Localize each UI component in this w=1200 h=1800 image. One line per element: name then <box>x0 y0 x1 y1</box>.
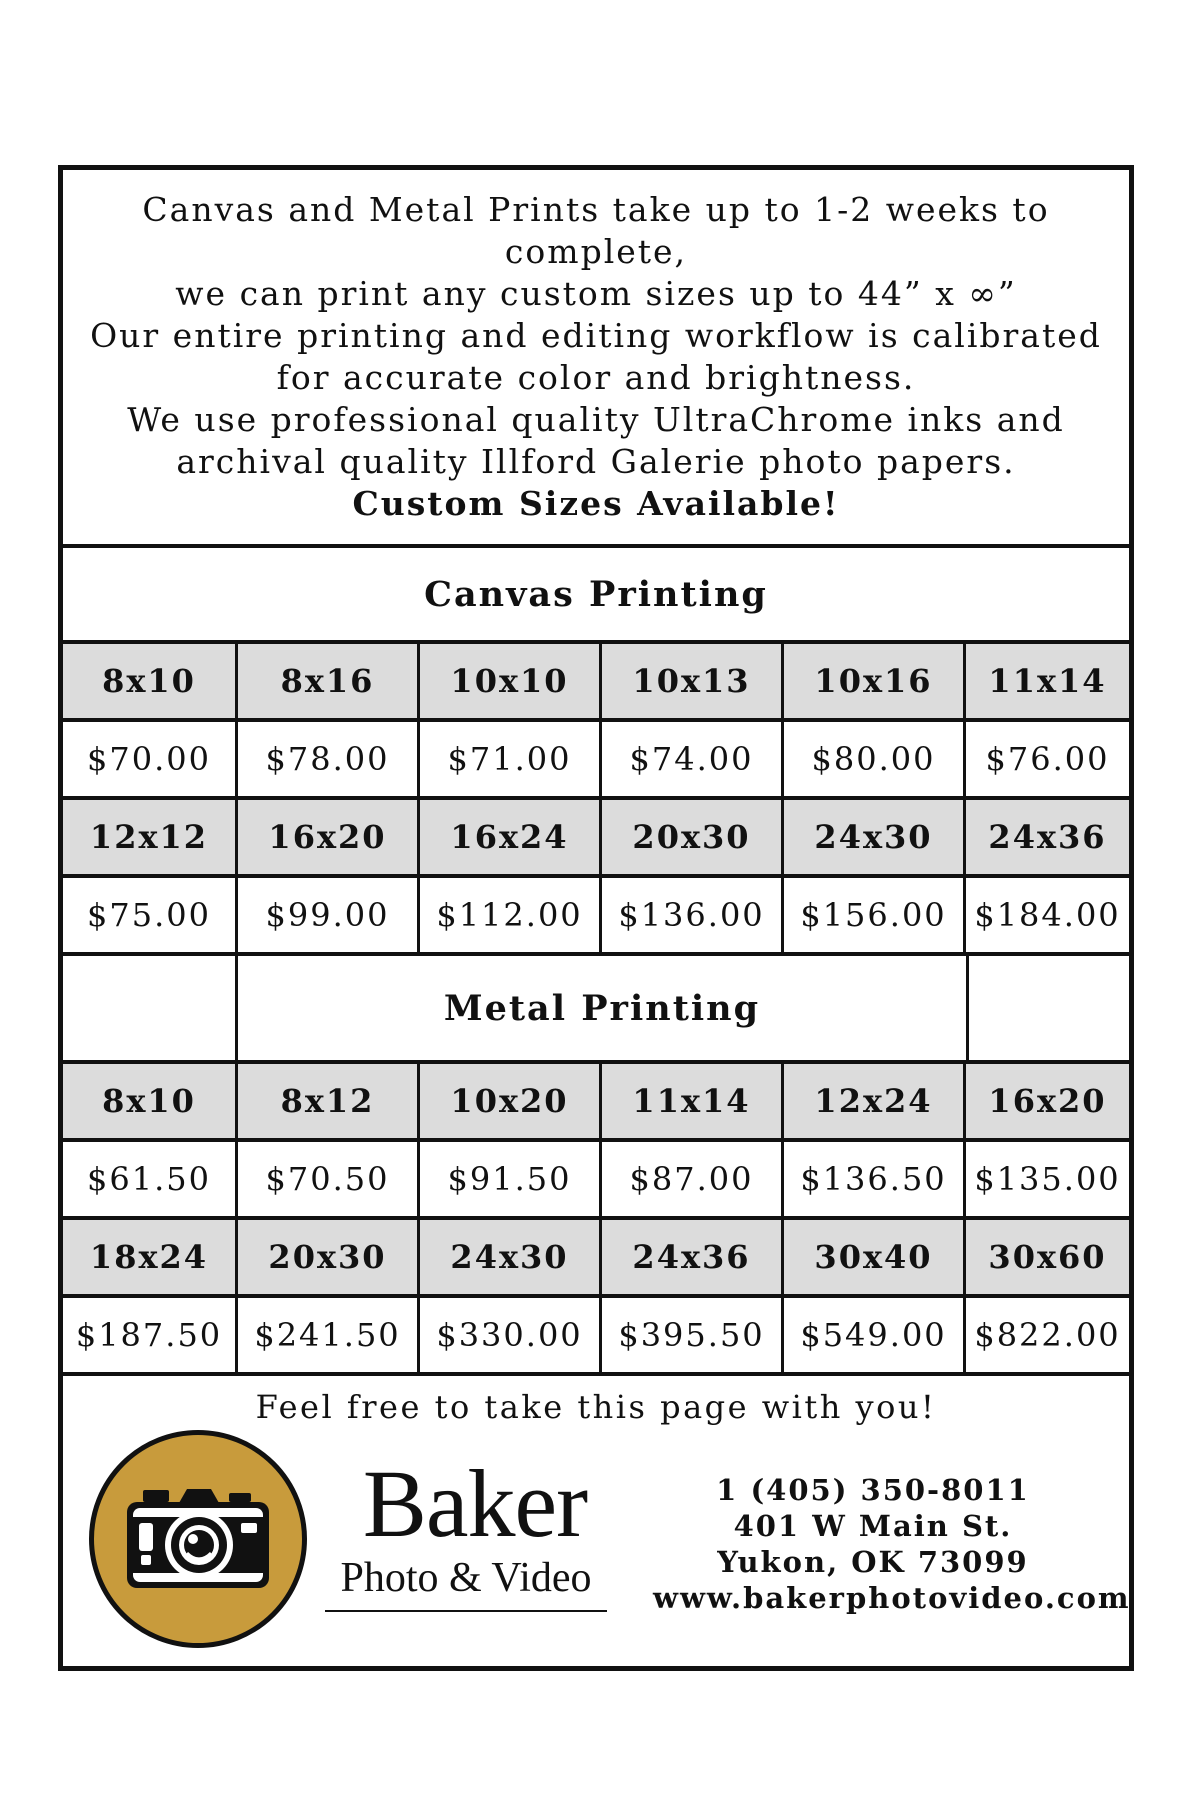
price-cell: $75.00 <box>63 878 238 952</box>
size-cell: 8x10 <box>63 644 238 718</box>
brand-subtitle: Photo & Video <box>325 1554 607 1612</box>
price-cell: $136.50 <box>784 1142 966 1216</box>
size-row <box>63 644 1129 722</box>
size-cell: 8x10 <box>63 1064 238 1138</box>
header-spacer <box>966 956 1129 1060</box>
price-cell: $76.00 <box>966 722 1129 796</box>
price-cell: $330.00 <box>420 1298 602 1372</box>
header-spacer <box>63 956 238 1060</box>
size-cell: 30x60 <box>966 1220 1129 1294</box>
city-state-zip: Yukon, OK 73099 <box>717 1545 1029 1579</box>
size-cell: 16x20 <box>238 800 420 874</box>
size-cell: 18x24 <box>63 1220 238 1294</box>
size-cell: 30x40 <box>784 1220 966 1294</box>
size-row <box>63 800 1129 878</box>
size-cell: 24x36 <box>966 800 1129 874</box>
metal-section-header <box>63 956 1129 1064</box>
size-cell: 8x16 <box>238 644 420 718</box>
price-row <box>63 878 1129 956</box>
price-cell: $80.00 <box>784 722 966 796</box>
price-cell: $70.50 <box>238 1142 420 1216</box>
take-page-note: Feel free to take this page with you! <box>255 1388 937 1426</box>
price-cell: $87.00 <box>602 1142 784 1216</box>
price-cell: $61.50 <box>63 1142 238 1216</box>
price-cell: $91.50 <box>420 1142 602 1216</box>
price-cell: $78.00 <box>238 722 420 796</box>
intro-line: for accurate color and brightness. <box>276 358 916 397</box>
size-cell: 10x20 <box>420 1064 602 1138</box>
brand-name: Baker <box>362 1450 588 1557</box>
metal-price-grid <box>63 1064 1129 1376</box>
size-cell: 20x30 <box>602 800 784 874</box>
price-row <box>63 1142 1129 1220</box>
size-cell: 12x24 <box>784 1064 966 1138</box>
size-cell: 12x12 <box>63 800 238 874</box>
price-cell: $136.00 <box>602 878 784 952</box>
size-cell: 10x13 <box>602 644 784 718</box>
contact-info <box>653 1472 1131 1616</box>
price-row <box>63 722 1129 800</box>
price-cell: $187.50 <box>63 1298 238 1372</box>
size-cell: 24x30 <box>784 800 966 874</box>
size-cell: 16x24 <box>420 800 602 874</box>
price-cell: $184.00 <box>966 878 1129 952</box>
size-row <box>63 1064 1129 1142</box>
size-row <box>63 1220 1129 1298</box>
size-cell: 8x12 <box>238 1064 420 1138</box>
camera-icon <box>125 1487 271 1591</box>
intro-line: We use professional quality UltraChrome inks and <box>127 400 1065 439</box>
price-cell: $112.00 <box>420 878 602 952</box>
metal-section-title: Metal Printing <box>443 987 761 1029</box>
price-cell: $135.00 <box>966 1142 1129 1216</box>
price-cell: $549.00 <box>784 1298 966 1372</box>
intro-text <box>63 170 1129 548</box>
size-cell: 11x14 <box>966 644 1129 718</box>
price-cell: $241.50 <box>238 1298 420 1372</box>
size-cell: 20x30 <box>238 1220 420 1294</box>
size-cell: 16x20 <box>966 1064 1129 1138</box>
price-cell: $70.00 <box>63 722 238 796</box>
size-cell: 11x14 <box>602 1064 784 1138</box>
size-cell: 24x30 <box>420 1220 602 1294</box>
price-cell: $395.50 <box>602 1298 784 1372</box>
price-cell: $99.00 <box>238 878 420 952</box>
size-cell: 10x10 <box>420 644 602 718</box>
intro-line: archival quality Illford Galerie photo papers. <box>176 442 1016 481</box>
size-cell: 10x16 <box>784 644 966 718</box>
custom-sizes-note: Custom Sizes Available! <box>352 484 840 523</box>
website-link: www.bakerphotovideo.com <box>653 1581 1131 1615</box>
intro-line: Canvas and Metal Prints take up to 1-2 weeks to complete, <box>142 190 1050 271</box>
footer <box>63 1376 1129 1672</box>
price-cell: $71.00 <box>420 722 602 796</box>
price-cell: $156.00 <box>784 878 966 952</box>
canvas-price-grid <box>63 644 1129 956</box>
street-address: 401 W Main St. <box>733 1509 1013 1543</box>
price-cell: $822.00 <box>966 1298 1129 1372</box>
size-cell: 24x36 <box>602 1220 784 1294</box>
phone-number: 1 (405) 350-8011 <box>716 1473 1030 1507</box>
intro-line: we can print any custom sizes up to 44” x ∞” <box>175 274 1017 313</box>
price-cell: $74.00 <box>602 722 784 796</box>
logo-badge <box>89 1430 307 1648</box>
price-sheet <box>58 165 1134 1671</box>
price-row <box>63 1298 1129 1376</box>
canvas-section-title: Canvas Printing <box>63 548 1129 644</box>
intro-line: Our entire printing and editing workflow is calibrated <box>90 316 1102 355</box>
